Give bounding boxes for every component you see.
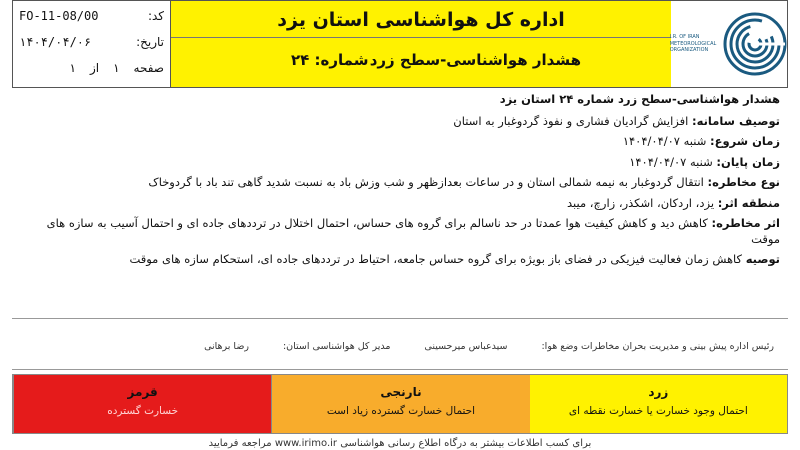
affected-area [20,196,780,212]
legend-orange-desc: احتمال خسارت گسترده زیاد است [326,405,476,417]
signature-block [12,318,788,370]
code-label: کد: [147,9,164,23]
document-meta [13,1,171,87]
start-label: زمان شروع: [710,134,780,149]
area-value: یزد، اردکان، اشکذر، زارچ، میبد [566,195,715,210]
hazard-value: انتقال گردوغبار به نیمه شمالی استان و در ساعات بعدازظهر و شب وزش باد به نسبت شدید گاهی تند باد با گردوخاک [148,175,704,190]
page-label: صفحه [133,61,164,75]
start-value: شنبه ۱۴۰۴/۰۴/۰۷ [622,134,707,149]
logo-text: I.R. OF IRAN METEOROLOGICAL ORGANIZATION [669,34,717,54]
header-title-block [171,1,671,87]
system-value: افزایش گرادیان فشاری و نفوذ گردوغبار به استان [453,113,689,128]
start-time [20,134,780,150]
page-total: ۱ [69,61,76,75]
signatory-1-name: سیدعباس میرحسینی [424,341,508,352]
advice-value: کاهش زمان فعالیت فیزیکی در فضای باز بویژه برای گروه حساس جامعه، احتیاط در ترددهای جاده ای، استحکام سازه های موقت [129,252,743,267]
code-row [19,3,164,29]
date-value: ۱۴۰۴/۰۴/۰۶ [19,35,92,49]
organization-title: اداره کل هواشناسی استان یزد [277,9,565,31]
impact-label: اثر مخاطره: [711,216,780,231]
legend-yellow [530,375,787,433]
hazard-type [20,175,780,191]
page-of: از [89,61,100,75]
recommendations [20,252,780,268]
legend-orange [271,375,529,433]
bulletin-main-title: هشدار هواشناسی-سطح زرد شماره ۲۴ استان یزد [499,92,780,106]
page-row [19,55,164,81]
end-time [20,155,780,171]
system-label: توصیف سامانه: [692,113,780,128]
hazard-impact [20,216,780,247]
warning-level-title: هشدار هواشناسی-سطح زرد [369,51,581,69]
title-divider [171,37,671,38]
legend-yellow-desc: احتمال وجود خسارت یا خسارت نقطه ای [568,405,748,417]
signatory-2-title: مدیر کل هواشناسی استان: [282,341,391,352]
legend-red [13,375,271,433]
date-row [19,29,164,55]
spiral-logo-icon [722,11,788,77]
bulletin-number: شماره: ۲۴ [291,51,369,69]
code-value: FO-11-08/00 [19,9,99,23]
area-label: منطقه اثر: [717,195,780,210]
signatory-1-title: رئیس اداره پیش بینی و مدیریت بحران مخاطرات وضع هوا: [541,341,774,352]
bulletin-header [12,0,788,88]
end-value: شنبه ۱۴۰۴/۰۴/۰۷ [629,154,713,169]
footer-note: برای کسب اطلاعات بیشتر به درگاه اطلاع رسانی هواشناسی www.irimo.ir مراجعه فرمایید [208,438,592,449]
bulletin-page [12,0,788,450]
legend-yellow-name: زرد [648,385,669,399]
legend-orange-name: نارنجی [380,385,422,399]
hazard-label: نوع مخاطره: [707,175,780,190]
page-current: ۱ [113,61,120,75]
warning-level-legend [12,374,788,434]
bulletin-content [12,92,788,273]
legend-red-desc: خسارت گسترده [107,405,179,417]
date-label: تاریخ: [136,35,164,49]
meteorological-organization-logo [671,1,787,87]
advice-label: توصیه [745,252,780,267]
impact-value: کاهش دید و کاهش کیفیت هوا عمدتا در حد ناسالم برای گروه های حساس، احتمال اختلال در ترددهای جاده ای و احتمال آسیب به سازه های موقت [46,216,780,246]
system-description [20,114,780,130]
signatory-2-name: رضا برهانی [204,341,249,352]
end-label: زمان پایان: [716,154,780,169]
legend-red-name: قرمز [127,385,158,399]
